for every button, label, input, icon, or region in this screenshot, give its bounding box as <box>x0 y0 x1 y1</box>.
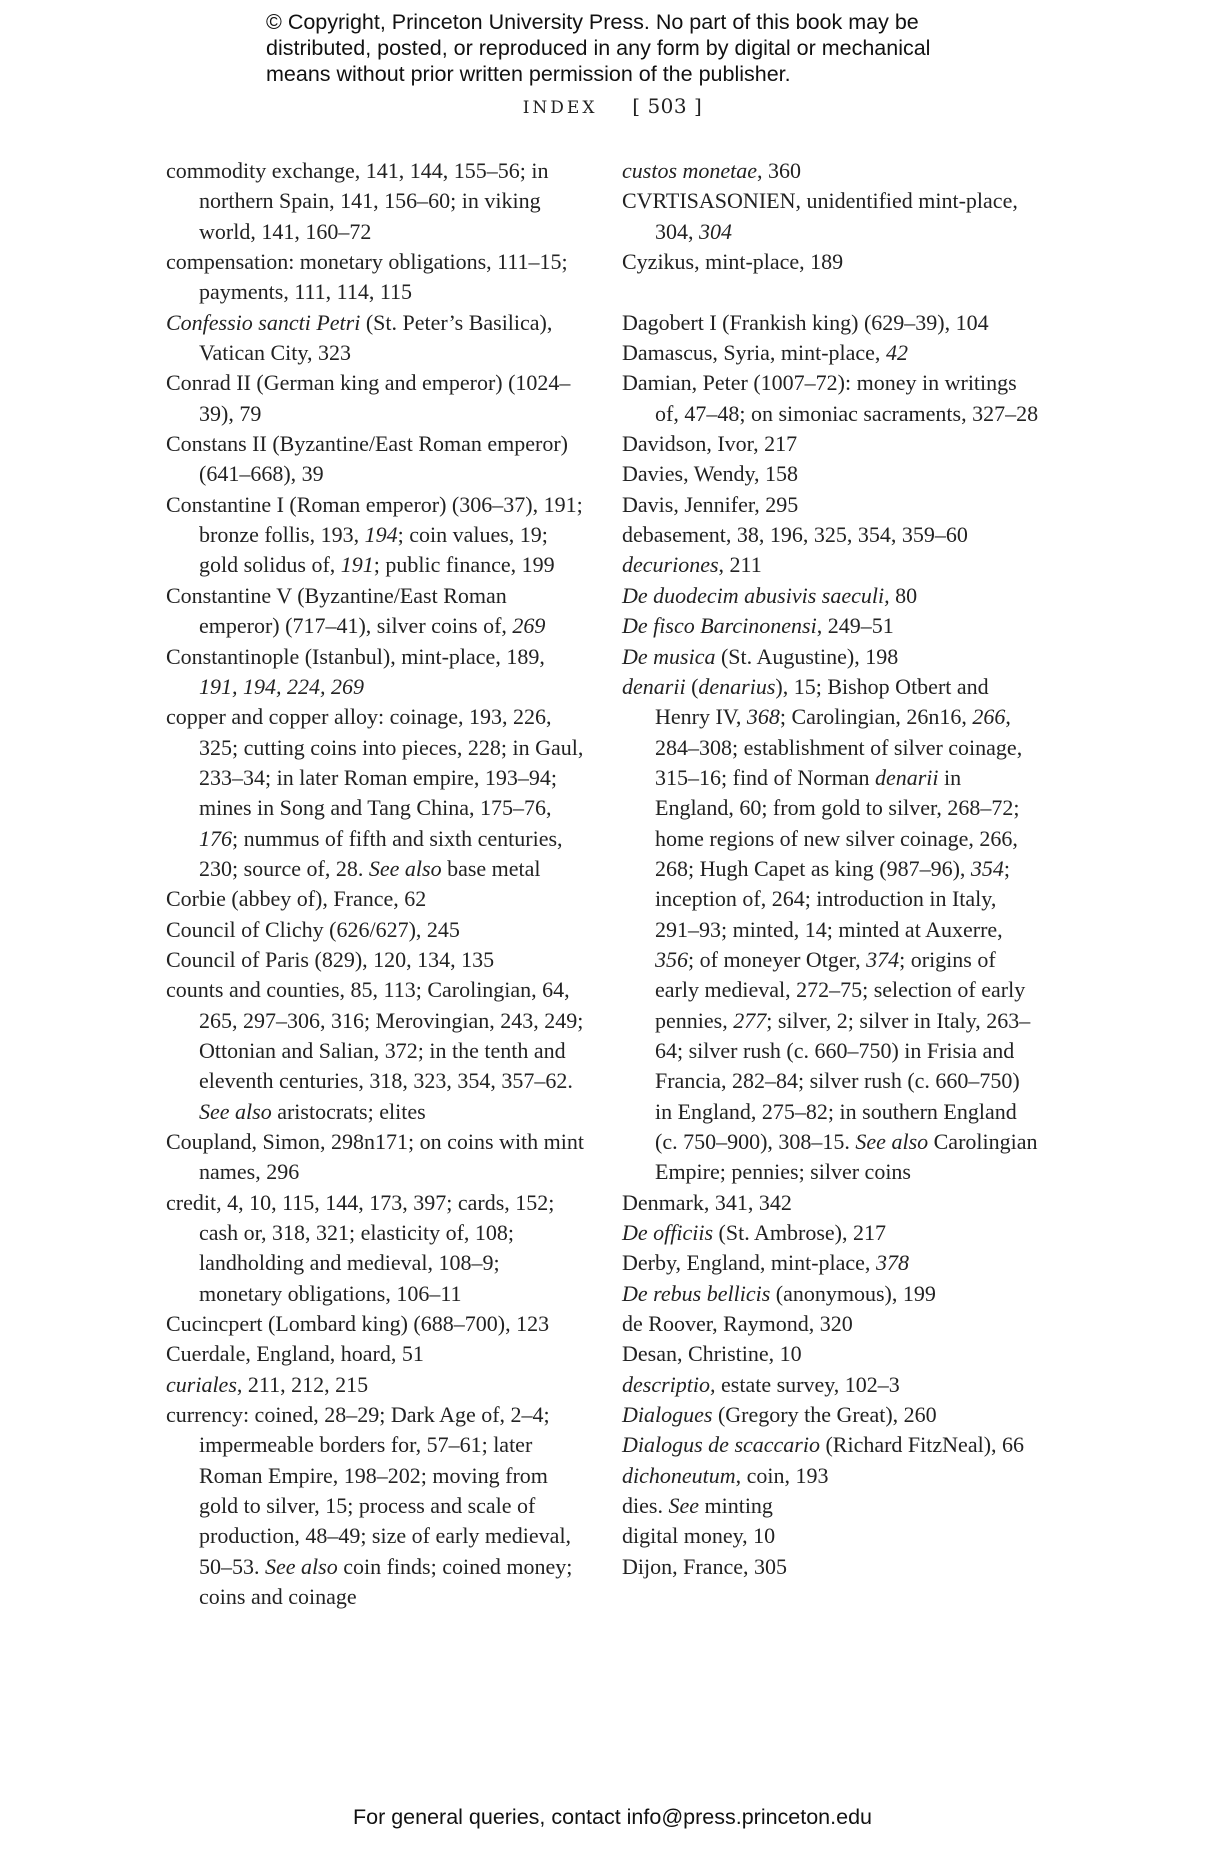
entry-text: Constantinople (Istanbul), mint-place, 189, <box>166 643 545 669</box>
entry-text: counts and counties, 85, 113; Carolingian, 64, 265, 297–306, 316; Merovingian, 243, 249; Ottonian and Salian, 372; in the tenth and eleventh centuries, 318, 323, 354, 357–62. <box>166 977 584 1094</box>
entry-text: Davies, Wendy, 158 <box>622 461 799 487</box>
entry-italic-text: descriptio, <box>622 1371 716 1397</box>
index-entry <box>622 156 1042 186</box>
index-entry <box>166 915 586 945</box>
entry-text: (anonymous), 199 <box>770 1280 936 1306</box>
entry-text: ; silver, 2; silver in Italy, 263–64; silver rush (c. 660–750) in Frisia and Francia, 282–84; silver rush (c. 660–750) in England, 275–82; in southern England (c. 750–900), 308–15. <box>655 1007 1031 1154</box>
entry-italic-text: De fisco Barcinonensi <box>622 613 817 639</box>
entry-italic-text: 266 <box>972 704 1006 730</box>
entry-text: compensation: monetary obligations, 111–15; payments, 111, 114, 115 <box>166 249 568 305</box>
index-entry <box>166 1309 586 1339</box>
entry-italic-text: 354 <box>970 855 1004 881</box>
entry-text: ; public finance, 199 <box>373 552 555 578</box>
copyright-line: © Copyright, Princeton University Press. No part of this book may be <box>266 10 919 34</box>
entry-text: Cucincpert (Lombard king) (688–700), 123 <box>166 1311 550 1337</box>
entry-text: debasement, 38, 196, 325, 354, 359–60 <box>622 522 968 548</box>
entry-text: ), 15; Bishop Otbert and Henry IV, <box>655 673 989 730</box>
entry-italic-text: De duodecim abusivis saeculi, <box>622 582 890 608</box>
entry-text: , 284–308; establishment of silver coinage, 315–16; find of Norman <box>655 704 1023 790</box>
footer-contact: For general queries, contact info@press.princeton.edu <box>352 1805 872 1829</box>
running-head-title: INDEX <box>522 98 598 118</box>
index-entry <box>166 642 586 703</box>
entry-italic-text: 191 <box>340 552 374 578</box>
entry-italic-text: denarius <box>698 673 776 699</box>
entry-italic-text: dichoneutum <box>622 1462 736 1488</box>
entry-italic-text: 176 <box>199 825 232 851</box>
index-entry <box>622 1188 1042 1218</box>
entry-text: Davis, Jennifer, 295 <box>622 491 799 517</box>
index-entry <box>622 1218 1042 1248</box>
entry-text: Council of Paris (829), 120, 134, 135 <box>166 946 495 972</box>
index-entry <box>622 1309 1042 1339</box>
index-entry <box>622 1370 1042 1400</box>
index-entry <box>622 1400 1042 1430</box>
index-entry <box>622 1339 1042 1369</box>
entry-text: commodity exchange, 141, 144, 155–56; in northern Spain, 141, 156–60; in viking world, 141, 160–72 <box>166 158 549 244</box>
index-entry <box>166 1370 586 1400</box>
index-entry <box>622 550 1042 580</box>
index-entry <box>622 611 1042 641</box>
index-entry <box>166 1339 586 1369</box>
entry-text: ; origins of early medieval, 272–75; selection of early pennies, <box>655 946 1026 1033</box>
index-entry <box>622 1491 1042 1521</box>
copyright-line: distributed, posted, or reproduced in any form by digital or mechanical <box>266 36 931 60</box>
index-entry <box>622 1552 1042 1582</box>
entry-text: Derby, England, mint-place, <box>622 1250 876 1276</box>
entry-italic-text: custos monetae <box>622 158 758 183</box>
entry-italic-text: Dialogues <box>622 1402 713 1428</box>
entry-text: (St. Augustine), 198 <box>715 643 899 669</box>
entry-text: currency: coined, 28–29; Dark Age of, 2–4; impermeable borders for, 57–61; later Roman Empire, 198–202; moving from gold to silver, 15; process and scale of production, 48–49; size of early medieval, 50–53. <box>166 1402 572 1579</box>
entry-text: , coin, 193 <box>735 1462 829 1488</box>
entry-text: coin finds; coined money; coins and coinage <box>199 1553 573 1610</box>
index-entry <box>622 1521 1042 1551</box>
entry-text: Damian, Peter (1007–72): money in writings of, 47–48; on simoniac sacraments, 327–28 <box>622 370 1039 426</box>
entry-text: Carolingian Empire; pennies; silver coins <box>655 1129 1038 1185</box>
entry-italic-text: De rebus bellicis <box>622 1280 771 1306</box>
entry-text: 80 <box>889 582 918 608</box>
entry-italic-text: Dialogus de scaccario <box>622 1432 820 1458</box>
entry-text: minting <box>698 1493 773 1519</box>
entry-text: in England, 60; from gold to silver, 268–72; home regions of new silver coinage, 266, 268; Hugh Capet as king (987–96), <box>655 764 1020 881</box>
index-entry <box>622 338 1042 368</box>
running-head <box>0 94 1225 118</box>
entry-italic-text: See also <box>855 1129 929 1154</box>
entry-italic-text: See <box>668 1493 699 1519</box>
index-entry <box>622 642 1042 672</box>
entry-italic-text: 356 <box>655 946 688 972</box>
entry-italic-text: Confessio sancti Petri <box>166 309 361 335</box>
entry-text: Dijon, France, 305 <box>622 1553 787 1579</box>
index-entry <box>166 1400 586 1612</box>
entry-text: ; nummus of fifth and sixth centuries, 230; source of, 28. <box>199 825 563 881</box>
copyright-line: means without prior written permission of the publisher. <box>266 62 791 86</box>
entry-italic-text: 42 <box>885 340 908 366</box>
index-entry <box>166 368 586 429</box>
entry-text: ; of moneyer Otger, <box>688 946 867 972</box>
index-column-right <box>622 156 1042 1582</box>
index-entry <box>166 1188 586 1309</box>
index-entry <box>622 308 1042 338</box>
index-entry <box>622 581 1042 611</box>
entry-text: Desan, Christine, 10 <box>622 1341 802 1367</box>
entry-text: ( <box>685 673 699 699</box>
entry-italic-text: 191, 194, 224, 269 <box>199 673 364 699</box>
index-entry <box>622 1461 1042 1491</box>
index-column-left <box>166 156 586 1613</box>
entry-text: Cyzikus, mint-place, 189 <box>622 249 844 275</box>
entry-italic-text: See also <box>199 1098 272 1124</box>
entry-spacer <box>622 277 1042 307</box>
index-entry <box>622 247 1042 277</box>
entry-text: ; Carolingian, 26n16, <box>779 704 973 730</box>
index-entry <box>166 156 586 247</box>
entry-text: Davidson, Ivor, 217 <box>622 431 798 457</box>
entry-text: , 211 <box>718 552 762 578</box>
entry-italic-text: 304 <box>699 218 732 244</box>
index-entry <box>166 308 586 369</box>
entry-italic-text: 269 <box>512 613 546 639</box>
entry-text: Conrad II (German king and emperor) (1024–39), 79 <box>166 370 571 426</box>
entry-text: ; coin values, 19; gold solidus of, <box>199 522 548 578</box>
index-entry <box>166 490 586 581</box>
entry-text: Corbie (abbey of), France, 62 <box>166 886 427 912</box>
entry-text: Denmark, 341, 342 <box>622 1189 792 1215</box>
entry-text: CVRTISASONIEN, unidentified mint-place, 304, <box>622 188 1018 244</box>
index-entry <box>622 429 1042 459</box>
entry-italic-text: 374 <box>866 946 900 972</box>
entry-text: , 249–51 <box>816 613 894 639</box>
entry-text: (St. Ambrose), 217 <box>713 1220 886 1246</box>
entry-text: (St. Peter’s Basilica), Vatican City, 323 <box>199 309 553 366</box>
entry-text: Council of Clichy (626/627), 245 <box>166 916 460 942</box>
entry-italic-text: 194 <box>364 522 398 548</box>
index-entry <box>622 186 1042 247</box>
index-entry <box>166 945 586 975</box>
page-number: [ 503 ] <box>632 94 703 118</box>
entry-text: Dagobert I (Frankish king) (629–39), 104 <box>622 309 989 335</box>
entry-italic-text: See also <box>368 855 442 881</box>
entry-italic-text: See also <box>265 1553 338 1579</box>
index-entry <box>622 672 1042 1188</box>
entry-italic-text: denarii <box>622 673 686 699</box>
entry-italic-text: decuriones <box>622 552 719 578</box>
entry-italic-text: De musica <box>622 643 716 669</box>
entry-text: base metal <box>441 855 541 881</box>
entry-text: digital money, 10 <box>622 1523 776 1549</box>
entry-text: dies. <box>622 1493 669 1519</box>
index-entry <box>622 368 1042 429</box>
entry-italic-text: De officiis <box>622 1220 714 1246</box>
entry-text: , 211, 212, 215 <box>236 1371 369 1397</box>
entry-text: Constantine I (Roman emperor) (306–37), 191; bronze follis, 193, <box>166 491 583 548</box>
entry-text: credit, 4, 10, 115, 144, 173, 397; cards, 152; cash or, 318, 321; elasticity of, 108; landholding and medieval, 108–9; monetary obligations, 106–11 <box>166 1189 555 1306</box>
entry-text: (Gregory the Great), 260 <box>712 1402 937 1428</box>
entry-text: (Richard FitzNeal), 66 <box>819 1432 1025 1458</box>
entry-text: de Roover, Raymond, 320 <box>622 1311 853 1337</box>
copyright-notice <box>266 9 1026 87</box>
entry-italic-text: 378 <box>875 1250 909 1276</box>
entry-text: estate survey, 102–3 <box>715 1371 900 1397</box>
entry-text: Constantine V (Byzantine/East Roman emperor) (717–41), silver coins of, <box>166 582 513 639</box>
entry-italic-text: denarii <box>874 764 939 790</box>
entry-text: Coupland, Simon, 298n171; on coins with mint names, 296 <box>166 1129 585 1185</box>
entry-text: , 360 <box>757 158 802 183</box>
entry-text: Constans II (Byzantine/East Roman emperor) (641–668), 39 <box>166 431 569 487</box>
index-entry <box>622 1279 1042 1309</box>
entry-text: copper and copper alloy: coinage, 193, 226, 325; cutting coins into pieces, 228; in Gaul, 233–34; in later Roman empire, 193–94; mines in Song and Tang China, 175–76, <box>166 704 584 821</box>
index-entry <box>166 581 586 642</box>
entry-text: Cuerdale, England, hoard, 51 <box>166 1341 424 1367</box>
entry-text: aristocrats; elites <box>271 1098 426 1124</box>
index-entry <box>166 247 586 308</box>
entry-italic-text: 368 <box>746 704 780 730</box>
index-entry <box>622 459 1042 489</box>
index-entry <box>166 429 586 490</box>
entry-italic-text: curiales <box>166 1371 237 1397</box>
entry-text: Damascus, Syria, mint-place, <box>622 340 886 366</box>
entry-italic-text: 277 <box>733 1007 767 1033</box>
index-entry <box>166 884 586 914</box>
index-entry <box>622 1248 1042 1278</box>
index-entry <box>166 702 586 884</box>
index-entry <box>622 520 1042 550</box>
index-entry <box>166 975 586 1127</box>
index-entry <box>166 1127 586 1188</box>
index-entry <box>622 490 1042 520</box>
entry-text: ; inception of, 264; introduction in Italy, 291–93; minted, 14; minted at Auxerre, <box>655 855 1011 942</box>
index-entry <box>622 1430 1042 1460</box>
